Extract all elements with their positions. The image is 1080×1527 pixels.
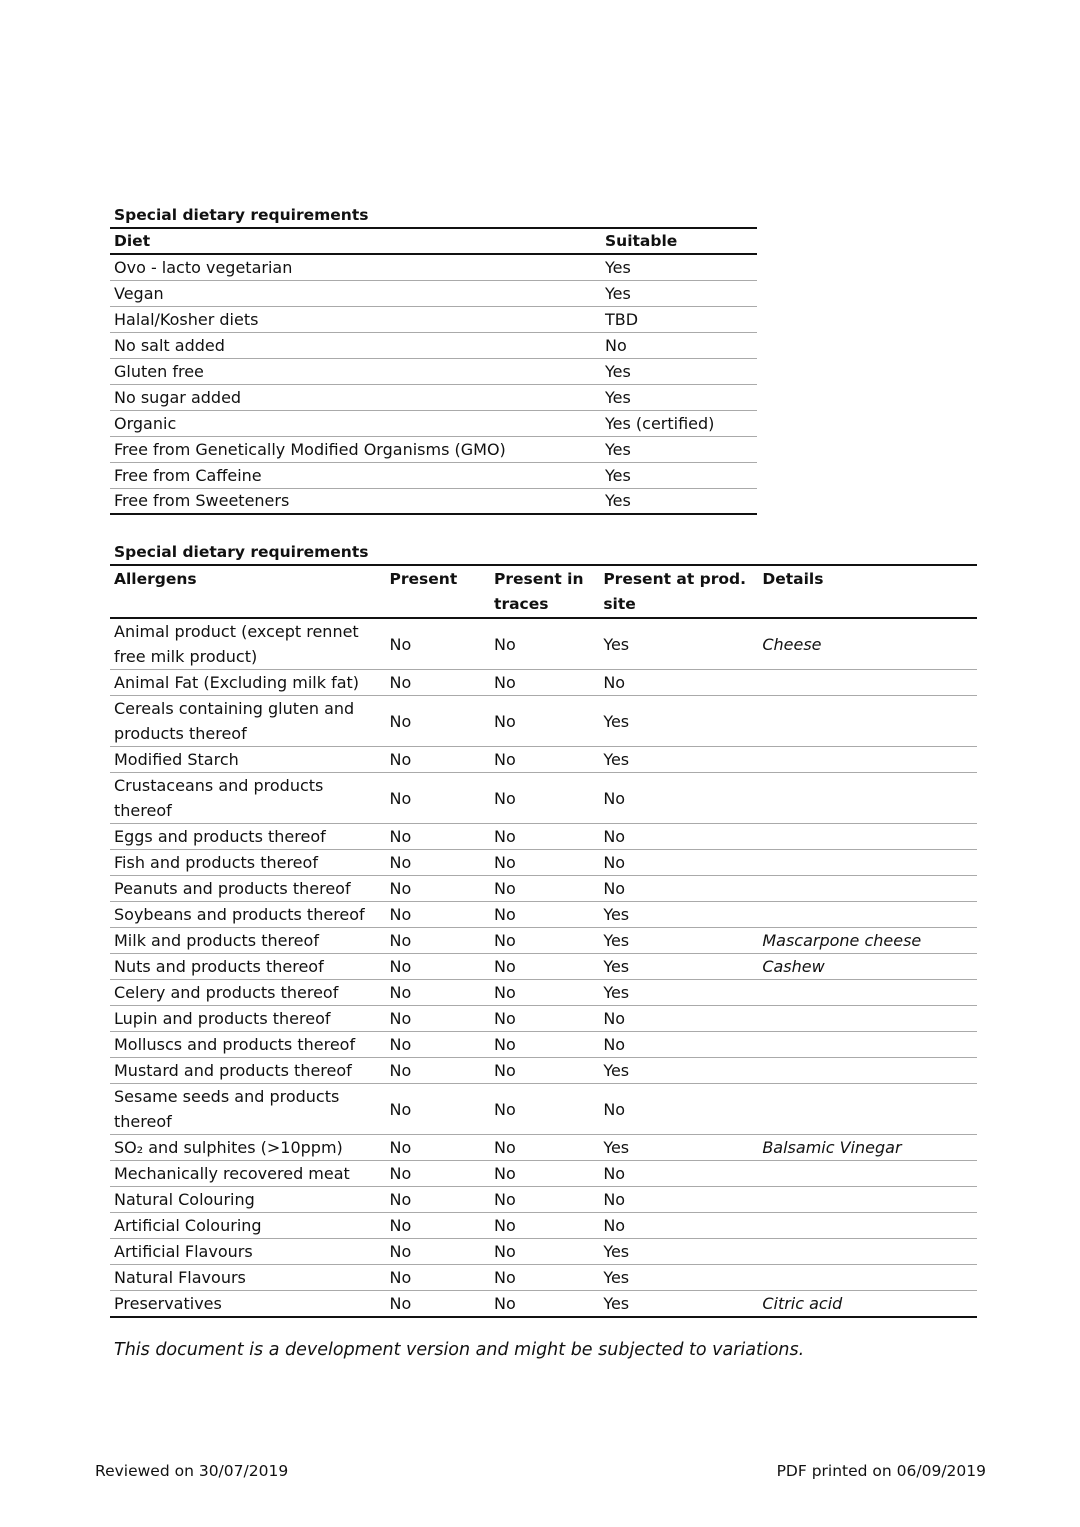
allergen-present-cell: No: [389, 750, 412, 769]
allergen-present-cell: No: [389, 931, 412, 950]
traces-header: Present in traces: [494, 570, 584, 613]
diet-table: [110, 227, 757, 515]
allergen-row: [110, 1006, 977, 1032]
allergen-details-cell: Citric acid: [762, 1294, 843, 1313]
allergen-site-cell: Yes: [603, 983, 630, 1002]
allergen-row: [110, 618, 977, 670]
allergen-present-cell: No: [389, 673, 412, 692]
allergen-traces-cell: No: [494, 1268, 516, 1287]
allergen-site-cell: Yes: [603, 957, 630, 976]
details-header: Details: [762, 570, 824, 588]
allergen-details-cell: [758, 1084, 977, 1135]
diet-name-cell: Free from Genetically Modified Organisms (GMO): [114, 439, 506, 459]
allergen-traces-cell: No: [494, 750, 516, 769]
allergen-site-cell: No: [603, 1099, 626, 1119]
diet-name-cell: Gluten free: [114, 361, 204, 381]
allergen-name-cell: SO₂ and sulphites (>10ppm): [114, 1138, 343, 1157]
allergen-details-cell: [758, 1058, 977, 1084]
footer-reviewed-date: Reviewed on 30/07/2019: [95, 1462, 289, 1480]
allergen-traces-cell: No: [494, 1099, 516, 1119]
allergen-present-cell: No: [389, 905, 412, 924]
allergen-details-cell: [758, 824, 977, 850]
allergen-details-cell: [758, 1161, 977, 1187]
allergen-present-cell: No: [389, 1099, 412, 1119]
diet-suitable-cell: TBD: [605, 309, 639, 329]
disclaimer-note: This document is a development version and might be subjected to variations.: [114, 1340, 805, 1360]
allergen-row: [110, 954, 977, 980]
allergen-details-cell: Mascarpone cheese: [762, 931, 922, 950]
allergen-table: [110, 564, 977, 1318]
allergen-present-cell: No: [389, 711, 412, 731]
allergen-site-cell: No: [603, 1216, 626, 1235]
allergen-name-cell: Molluscs and products thereof: [114, 1035, 356, 1054]
allergen-details-cell: Cashew: [762, 957, 825, 976]
allergen-present-cell: No: [389, 788, 412, 808]
allergen-details-cell: [758, 1265, 977, 1291]
allergen-present-cell: No: [389, 1216, 412, 1235]
allergen-traces-cell: No: [494, 1138, 516, 1157]
allergen-traces-cell: No: [494, 879, 516, 898]
diet-row: [110, 280, 757, 306]
allergen-table-header: [110, 565, 977, 618]
allergen-site-cell: Yes: [603, 1061, 630, 1080]
diet-header: Diet: [114, 232, 151, 250]
allergen-site-cell: Yes: [603, 1242, 630, 1261]
allergen-site-cell: Yes: [603, 1294, 630, 1313]
allergen-site-cell: Yes: [603, 711, 630, 731]
diet-name-cell: Free from Caffeine: [114, 465, 262, 485]
allergen-present-cell: No: [389, 957, 412, 976]
allergen-row: [110, 1135, 977, 1161]
allergen-row: [110, 902, 977, 928]
allergen-traces-cell: No: [494, 1164, 516, 1183]
allergen-row: [110, 1032, 977, 1058]
allergen-present-cell: No: [389, 1035, 412, 1054]
diet-suitable-cell: Yes: [605, 361, 631, 381]
allergen-name-cell: Artificial Colouring: [114, 1216, 262, 1235]
allergen-details-cell: [758, 773, 977, 824]
allergen-traces-cell: No: [494, 931, 516, 950]
allergen-name-cell: Modified Starch: [114, 750, 239, 769]
allergen-row: [110, 824, 977, 850]
allergen-traces-cell: No: [494, 905, 516, 924]
diet-name-cell: Free from Sweeteners: [114, 491, 290, 511]
allergen-details-cell: [758, 980, 977, 1006]
allergen-details-cell: [758, 1032, 977, 1058]
allergen-site-cell: Yes: [603, 634, 630, 654]
allergen-traces-cell: No: [494, 1242, 516, 1261]
allergen-present-cell: No: [389, 1190, 412, 1209]
diet-name-cell: Ovo - lacto vegetarian: [114, 257, 293, 277]
site-header: Present at prod. site: [603, 570, 747, 613]
allergen-row: [110, 696, 977, 747]
allergen-name-cell: Natural Flavours: [114, 1268, 246, 1287]
allergen-name-cell: Milk and products thereof: [114, 931, 319, 950]
diet-name-cell: Vegan: [114, 283, 164, 303]
allergen-row: [110, 1291, 977, 1318]
allergen-row: [110, 1265, 977, 1291]
allergen-name-cell: Mustard and products thereof: [114, 1061, 352, 1080]
diet-row: [110, 254, 757, 280]
allergen-row: [110, 1161, 977, 1187]
allergen-details-cell: [758, 1213, 977, 1239]
allergen-present-cell: No: [389, 1061, 412, 1080]
allergen-row: [110, 670, 977, 696]
diet-name-cell: Halal/Kosher diets: [114, 309, 259, 329]
diet-suitable-cell: Yes: [605, 283, 631, 303]
allergen-row: [110, 773, 977, 824]
allergen-traces-cell: No: [494, 1009, 516, 1028]
allergen-site-cell: No: [603, 1035, 626, 1054]
allergen-name-cell: Preservatives: [114, 1294, 222, 1313]
allergen-present-cell: No: [389, 983, 412, 1002]
allergen-site-cell: No: [603, 673, 626, 692]
allergen-name-cell: Lupin and products thereof: [114, 1009, 331, 1028]
allergen-site-cell: Yes: [603, 1138, 630, 1157]
diet-name-cell: No sugar added: [114, 387, 242, 407]
allergen-name-cell: Natural Colouring: [114, 1190, 255, 1209]
allergen-details-cell: [758, 696, 977, 747]
allergen-row: [110, 1239, 977, 1265]
allergen-traces-cell: No: [494, 957, 516, 976]
allergen-row: [110, 747, 977, 773]
allergen-present-cell: No: [389, 879, 412, 898]
allergen-details-cell: [758, 1006, 977, 1032]
allergen-traces-cell: No: [494, 788, 516, 808]
allergen-name-cell: Animal Fat (Excluding milk fat): [114, 673, 360, 692]
allergen-present-cell: No: [389, 1164, 412, 1183]
allergen-name-cell: Crustaceans and products thereof: [114, 776, 324, 820]
allergen-row: [110, 928, 977, 954]
diet-name-cell: No salt added: [114, 335, 225, 355]
allergen-details-cell: Balsamic Vinegar: [762, 1138, 902, 1157]
allergen-details-cell: [758, 670, 977, 696]
allergen-present-cell: No: [389, 853, 412, 872]
allergen-site-cell: Yes: [603, 905, 630, 924]
allergen-name-cell: Artificial Flavours: [114, 1242, 253, 1261]
diet-suitable-cell: Yes: [605, 465, 631, 485]
allergen-site-cell: No: [603, 1164, 626, 1183]
allergen-name-cell: Soybeans and products thereof: [114, 905, 365, 924]
allergen-present-cell: No: [389, 634, 412, 654]
present-header: Present: [389, 570, 458, 588]
diet-row: [110, 358, 757, 384]
diet-suitable-cell: Yes (certified): [605, 413, 715, 433]
allergen-details-cell: [758, 1239, 977, 1265]
allergen-site-cell: No: [603, 1190, 626, 1209]
allergen-traces-cell: No: [494, 1216, 516, 1235]
allergen-site-cell: Yes: [603, 1268, 630, 1287]
allergen-details-cell: [758, 902, 977, 928]
suitable-header: Suitable: [605, 232, 678, 250]
allergen-name-cell: Peanuts and products thereof: [114, 879, 351, 898]
allergen-name-cell: Sesame seeds and products thereof: [114, 1087, 340, 1131]
allergen-row: [110, 980, 977, 1006]
allergen-present-cell: No: [389, 1268, 412, 1287]
allergen-row: [110, 1213, 977, 1239]
allergen-name-cell: Mechanically recovered meat: [114, 1164, 350, 1183]
diet-row: [110, 306, 757, 332]
footer-printed-date: PDF printed on 06/09/2019: [776, 1462, 986, 1480]
allergen-site-cell: No: [603, 827, 626, 846]
allergen-traces-cell: No: [494, 1035, 516, 1054]
allergen-row: [110, 1058, 977, 1084]
allergen-name-cell: Cereals containing gluten and products thereof: [114, 699, 355, 743]
allergen-name-cell: Celery and products thereof: [114, 983, 339, 1002]
diet-row: [110, 410, 757, 436]
allergen-traces-cell: No: [494, 634, 516, 654]
diet-suitable-cell: Yes: [605, 387, 631, 407]
allergen-present-cell: No: [389, 827, 412, 846]
allergen-row: [110, 876, 977, 902]
allergen-details-cell: [758, 850, 977, 876]
allergen-section-title: Special dietary requirements: [114, 543, 369, 561]
diet-suitable-cell: No: [605, 335, 627, 355]
allergen-traces-cell: No: [494, 827, 516, 846]
diet-section-title: Special dietary requirements: [114, 206, 369, 224]
diet-suitable-cell: Yes: [605, 491, 631, 511]
allergen-traces-cell: No: [494, 673, 516, 692]
allergen-site-cell: Yes: [603, 750, 630, 769]
diet-table-header: [110, 228, 757, 254]
allergen-traces-cell: No: [494, 983, 516, 1002]
allergen-present-cell: No: [389, 1242, 412, 1261]
allergen-present-cell: No: [389, 1009, 412, 1028]
diet-suitable-cell: Yes: [605, 257, 631, 277]
allergen-present-cell: No: [389, 1294, 412, 1313]
allergen-site-cell: No: [603, 853, 626, 872]
allergen-name-cell: Nuts and products thereof: [114, 957, 324, 976]
allergen-traces-cell: No: [494, 853, 516, 872]
allergens-header: Allergens: [114, 570, 197, 588]
diet-row: [110, 384, 757, 410]
allergen-present-cell: No: [389, 1138, 412, 1157]
diet-row: [110, 488, 757, 514]
diet-name-cell: Organic: [114, 413, 177, 433]
allergen-details-cell: [758, 747, 977, 773]
allergen-details-cell: Cheese: [762, 634, 822, 654]
allergen-details-cell: [758, 1187, 977, 1213]
allergen-site-cell: Yes: [603, 931, 630, 950]
allergen-row: [110, 850, 977, 876]
allergen-traces-cell: No: [494, 1061, 516, 1080]
allergen-name-cell: Animal product (except rennet free milk product): [114, 622, 359, 666]
allergen-name-cell: Fish and products thereof: [114, 853, 318, 872]
allergen-site-cell: No: [603, 788, 626, 808]
allergen-traces-cell: No: [494, 1190, 516, 1209]
allergen-row: [110, 1187, 977, 1213]
allergen-site-cell: No: [603, 1009, 626, 1028]
allergen-details-cell: [758, 876, 977, 902]
allergen-row: [110, 1084, 977, 1135]
allergen-traces-cell: No: [494, 1294, 516, 1313]
allergen-site-cell: No: [603, 879, 626, 898]
diet-suitable-cell: Yes: [605, 439, 631, 459]
diet-row: [110, 462, 757, 488]
diet-row: [110, 436, 757, 462]
allergen-name-cell: Eggs and products thereof: [114, 827, 326, 846]
diet-row: [110, 332, 757, 358]
allergen-traces-cell: No: [494, 711, 516, 731]
